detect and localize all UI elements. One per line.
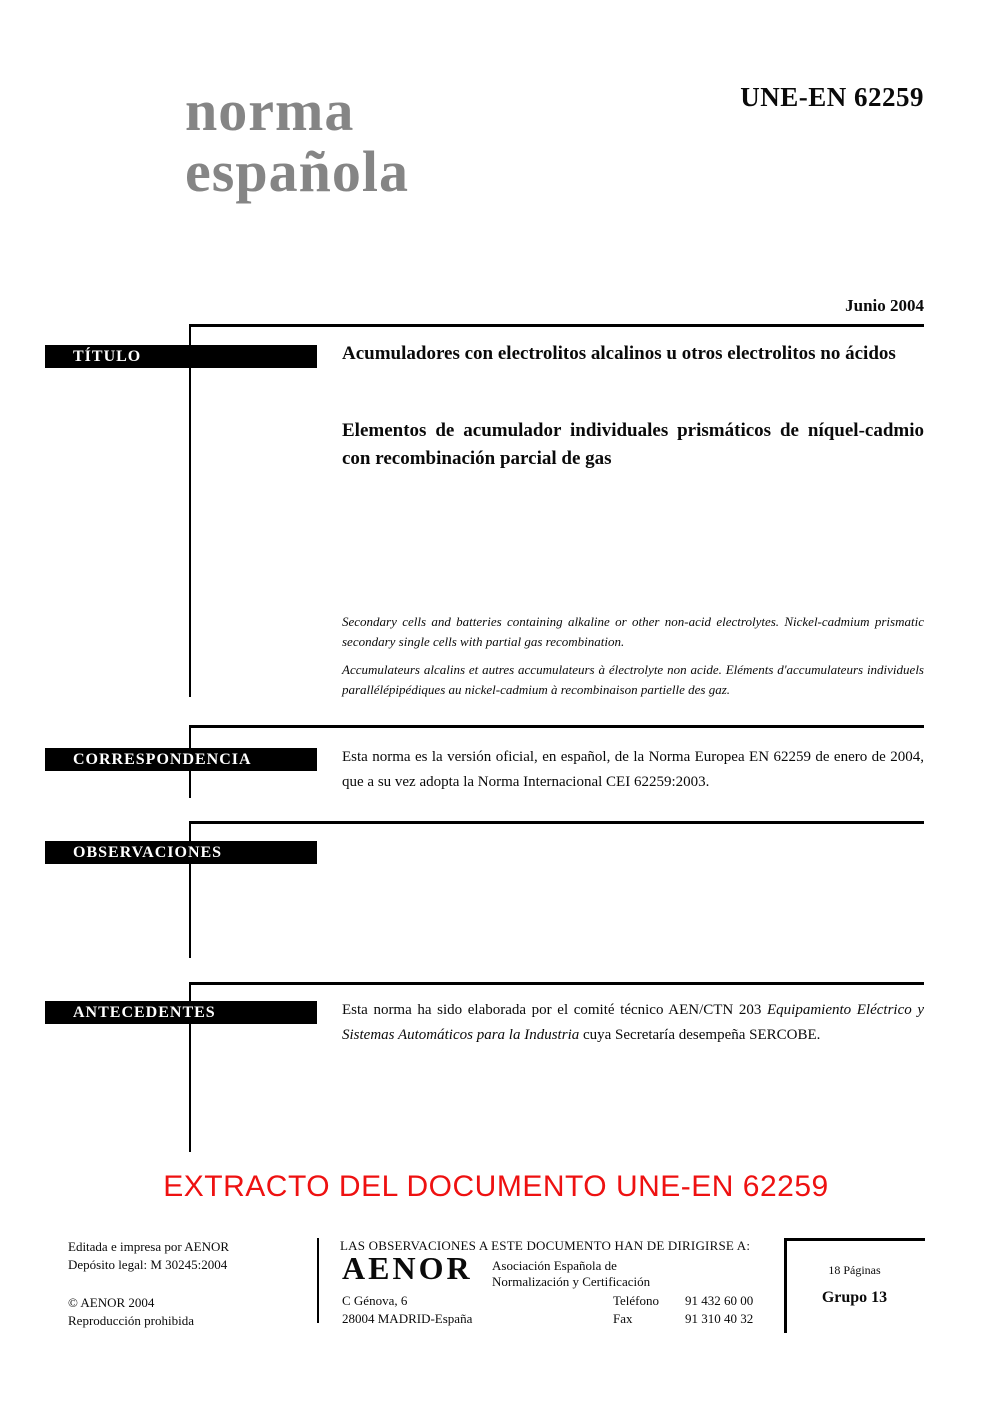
phone-number: 91 432 60 00 — [685, 1293, 754, 1308]
footer-address — [342, 1292, 472, 1327]
page-count: 18 Páginas — [828, 1263, 881, 1277]
title-paragraph-2: Elementos de acumulador individuales prismáticos de níquel-cadmio con recombinación parcial de gas — [342, 420, 924, 469]
aenor-description-line-2: Normalización y Certificación — [492, 1274, 651, 1289]
group-number: Grupo 13 — [821, 1289, 888, 1306]
address-street: C Génova, 6 — [342, 1293, 408, 1308]
title-french-translation: Accumulateurs alcalins et autres accumulateurs à électrolyte non acide. Eléments d'accumulateurs individuels parallélépipédiques au nickel-cadmium à recombinaison partielle des gaz. — [342, 662, 924, 697]
observaciones-label-box — [45, 841, 317, 864]
correspondencia-label-box — [45, 748, 317, 771]
aenor-wordmark: AENOR — [342, 1250, 473, 1286]
logo-line-1: norma — [185, 78, 355, 143]
phone-label: Teléfono — [613, 1293, 660, 1308]
titulo-vertical-rule — [189, 324, 191, 697]
footer-copyright: © AENOR 2004 — [68, 1295, 155, 1310]
antecedentes-label: ANTECEDENTES — [73, 1004, 216, 1021]
footer-edited-by: Editada e impresa por AENOR — [68, 1239, 230, 1254]
title-english-translation: Secondary cells and batteries containing alkaline or other non-acid electrolytes. Nickel-cadmium prismatic secondary single cells with partial gas recombination. — [342, 614, 924, 649]
aenor-description — [492, 1258, 650, 1290]
extract-banner: EXTRACTO DEL DOCUMENTO UNE-EN 62259 — [163, 1170, 829, 1203]
footer-reproduction-notice: Reproducción prohibida — [68, 1312, 194, 1328]
title-paragraph-1: Acumuladores con electrolitos alcalinos u otros electrolitos no ácidos — [342, 343, 896, 364]
footer-copyright-block — [68, 1294, 194, 1329]
antecedentes-text-start: Esta norma ha sido elaborada por el comité técnico AEN/CTN 203 — [342, 1002, 767, 1018]
antecedentes-committee-name: Equipamiento Eléctrico y Sistemas Automáticos para la Industria — [342, 1002, 925, 1043]
footer-divider-right — [784, 1238, 787, 1333]
observaciones-top-rule — [189, 821, 924, 824]
document-number: UNE-EN 62259 — [740, 82, 924, 112]
footer-legal-deposit: Depósito legal: M 30245:2004 — [68, 1256, 228, 1272]
aenor-description-line-1: Asociación Española de — [492, 1258, 617, 1273]
publisher-logo — [185, 80, 409, 202]
footer-contact-values — [685, 1292, 753, 1327]
fax-number: 91 310 40 32 — [685, 1310, 754, 1326]
correspondencia-text: Esta norma es la versión oficial, en español, de la Norma Europea EN 62259 de enero de 2004, que a su vez adopta la Norma Internacional CEI 62259:2003. — [342, 749, 924, 790]
footer-publisher-block — [68, 1238, 229, 1273]
observaciones-label: OBSERVACIONES — [73, 844, 223, 861]
address-city: 28004 MADRID-España — [342, 1310, 473, 1326]
antecedentes-top-rule — [189, 982, 924, 985]
footer-right-top-rule — [784, 1238, 925, 1241]
titulo-label: TÍTULO — [73, 348, 142, 365]
antecedentes-text-end: cuya Secretaría desempeña SERCOBE. — [579, 1027, 821, 1043]
document-date: Junio 2004 — [845, 296, 924, 315]
correspondencia-label: CORRESPONDENCIA — [73, 751, 252, 768]
footer-contact-labels — [613, 1292, 659, 1327]
titulo-label-box — [45, 345, 317, 368]
antecedentes-text — [342, 998, 924, 1048]
antecedentes-label-box — [45, 1001, 317, 1024]
titulo-top-rule — [189, 324, 924, 327]
logo-line-2: española — [185, 139, 409, 204]
fax-label: Fax — [613, 1310, 633, 1326]
footer-divider-left — [317, 1238, 319, 1323]
correspondencia-top-rule — [189, 725, 924, 728]
footer-observations-notice: LAS OBSERVACIONES A ESTE DOCUMENTO HAN DE DIRIGIRSE A: — [340, 1238, 751, 1253]
